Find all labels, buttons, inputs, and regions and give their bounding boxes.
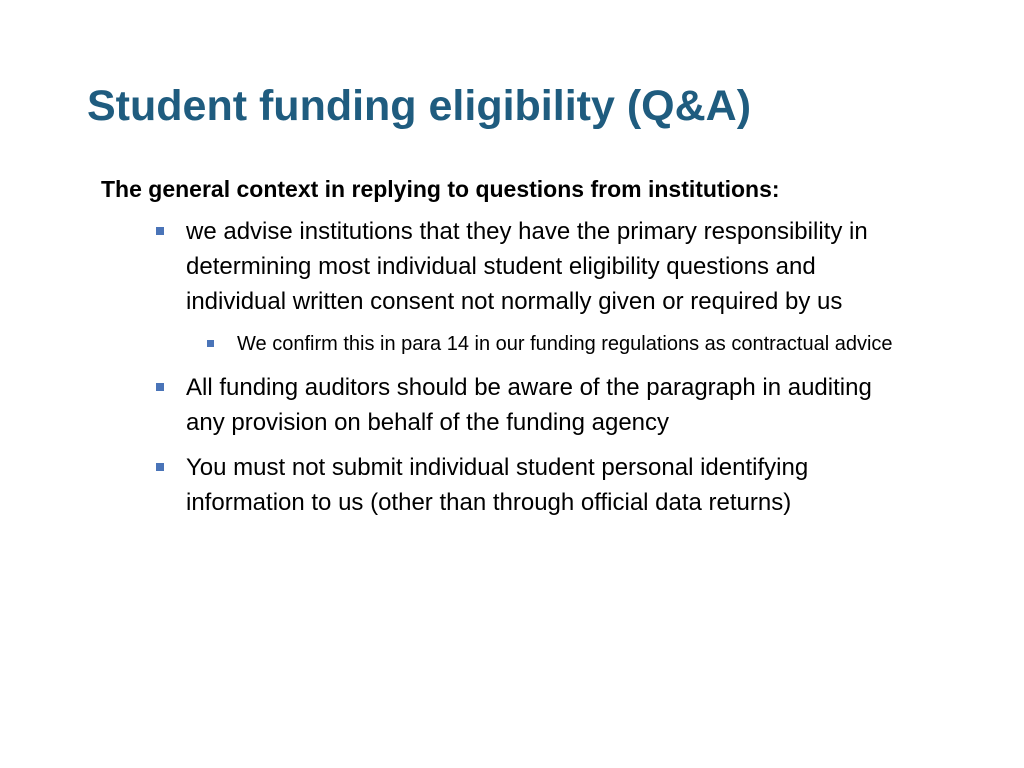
sub-bullet-text: We confirm this in para 14 in our funding regulations as contractual advice (237, 333, 893, 355)
bullet-item (101, 370, 901, 440)
square-bullet-icon (207, 340, 214, 347)
bullet-text: we advise institutions that they have the primary responsibility in determining most individual student eligibility questions and individual written consent not normally given or required by us (186, 218, 868, 315)
bullet-item (101, 214, 901, 319)
slide-title: Student funding eligibility (Q&A) (87, 82, 752, 130)
bullet-item (101, 450, 901, 520)
square-bullet-icon (156, 383, 164, 391)
bullet-text: You must not submit individual student personal identifying information to us (other than through official data returns) (186, 454, 809, 516)
slide-body (101, 172, 901, 530)
sub-bullet-item (101, 329, 901, 360)
intro-text: The general context in replying to questions from institutions: (101, 176, 780, 202)
square-bullet-icon (156, 463, 164, 471)
bullet-text: All funding auditors should be aware of the paragraph in auditing any provision on behalf of the funding agency (186, 374, 872, 436)
square-bullet-icon (156, 227, 164, 235)
